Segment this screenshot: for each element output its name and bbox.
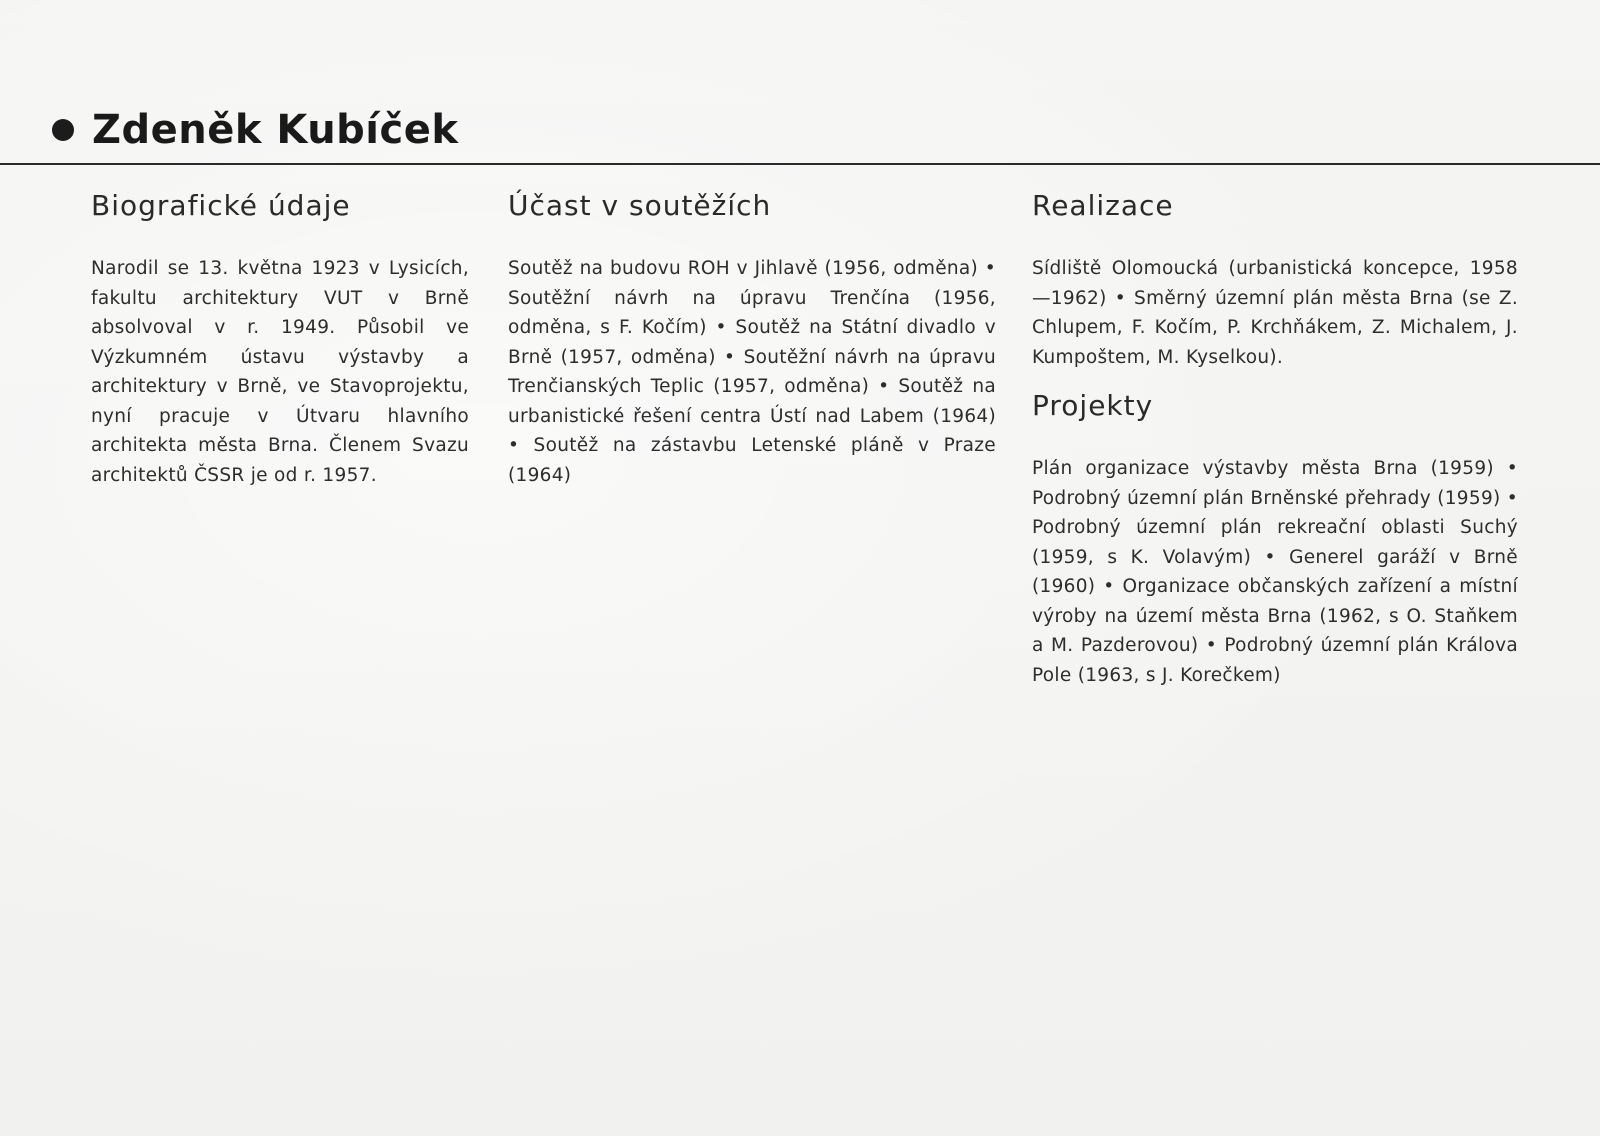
competitions-heading: Účast v soutěžích bbox=[508, 189, 772, 222]
projects-text: Plán organizace výstavby města Brna (1959) • Podrobný územní plán Brněnské přehrady (1959) • Podrobný územní plán rekreační oblasti Suchý (1959, s K. Volavým) • Generel garáží v Brně (1960) • Organizace občanských zařízení a místní výroby na území města Brna (1962, s O. Staňkem a M. Pazderovou) • Podrobný územní plán Králova Pole (1963, s J. Korečkem) bbox=[1032, 458, 1518, 686]
competitions-column bbox=[508, 186, 996, 490]
realizations-heading: Realizace bbox=[1032, 189, 1174, 222]
bullet-icon bbox=[52, 119, 74, 141]
realizations-text: Sídliště Olomoucká (urbanistická koncepce, 1958—1962) • Směrný územní plán města Brna (se Z. Chlupem, F. Kočím, P. Krchňákem, Z. Michalem, J. Kumpoštem, M. Kyselkou). bbox=[1032, 258, 1518, 368]
competitions-text: Soutěž na budovu ROH v Jihlavě (1956, odměna) • Soutěžní návrh na úpravu Trenčína (1956, odměna, s F. Kočím) • Soutěž na Státní divadlo v Brně (1957, odměna) • Soutěžní návrh na úpravu Trenčianských Teplic (1957, odměna) • Soutěž na urbanistické řešení centra Ústí nad Labem (1964) • Soutěž na zástavbu Letenské pláně v Praze (1964) bbox=[508, 258, 996, 486]
header-rule bbox=[0, 163, 1600, 165]
title-row bbox=[52, 100, 458, 160]
page-title: Zdeněk Kubíček bbox=[92, 107, 459, 153]
realizations-column bbox=[1032, 186, 1518, 690]
biography-heading: Biografické údaje bbox=[91, 189, 351, 222]
projects-heading: Projekty bbox=[1032, 389, 1154, 422]
biography-text: Narodil se 13. května 1923 v Lysicích, fakultu architektury VUT v Brně absolvoval v r. 1949. Působil ve Výzkumném ústavu výstavby a architektury v Brně, ve Stavoprojektu, nyní pracuje v Útvaru hlavního architekta města Brna. Členem Svazu architektů ČSSR je od r. 1957. bbox=[91, 258, 469, 486]
biography-column bbox=[91, 186, 469, 490]
